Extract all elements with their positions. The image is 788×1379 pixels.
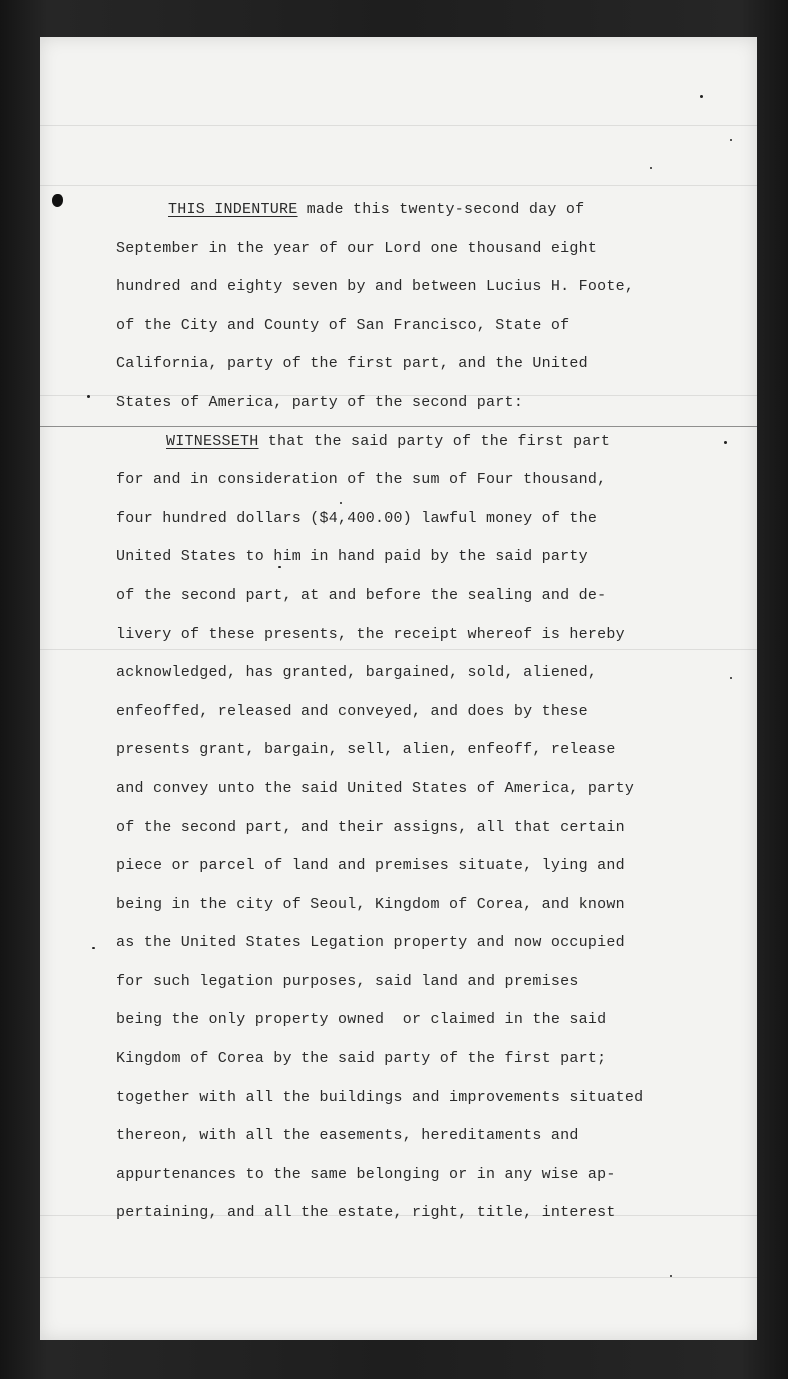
- text-line: piece or parcel of land and premises situate, lying and: [116, 857, 625, 875]
- text-line: THIS INDENTURE made this twenty-second day of: [168, 201, 585, 218]
- text-line: of the City and County of San Francisco, State of: [116, 316, 570, 334]
- text-line: WITNESSETH that the said party of the first part: [166, 432, 611, 450]
- text-line: California, party of the first part, and the United: [116, 355, 588, 373]
- text-line: and convey unto the said United States of America, party: [116, 779, 635, 797]
- indenture-text: [116, 200, 736, 1242]
- text-line: thereon, with all the easements, hereditaments and: [116, 1127, 579, 1145]
- text-line: enfeoffed, released and conveyed, and does by these: [116, 702, 588, 720]
- text-line: acknowledged, has granted, bargained, sold, aliened,: [116, 664, 598, 682]
- text-line: for such legation purposes, said land and premises: [116, 972, 579, 990]
- text-line: hundred and eighty seven by and between Lucius H. Foote,: [116, 278, 635, 296]
- text-line: being in the city of Seoul, Kingdom of Corea, and known: [116, 895, 625, 913]
- text-line: being the only property owned or claimed in the said: [116, 1011, 607, 1029]
- text-line: pertaining, and all the estate, right, title, interest: [116, 1204, 616, 1222]
- text-line: United States to him in hand paid by the said party: [116, 548, 588, 566]
- text-line: as the United States Legation property and now occupied: [116, 934, 625, 952]
- text-line: of the second part, and their assigns, all that certain: [116, 818, 625, 836]
- ink-blot: [52, 194, 63, 207]
- text-line: of the second part, at and before the sealing and de-: [116, 586, 607, 604]
- text-line: September in the year of our Lord one thousand eight: [116, 239, 598, 257]
- text-line: presents grant, bargain, sell, alien, enfeoff, release: [116, 741, 616, 759]
- witnesseth-heading: WITNESSETH: [166, 432, 259, 450]
- text-line: States of America, party of the second part:: [116, 393, 524, 411]
- text-line: appurtenances to the same belonging or in any wise ap-: [116, 1165, 616, 1183]
- text-line: together with all the buildings and improvements situated: [116, 1088, 644, 1106]
- document-page: [40, 37, 757, 1340]
- text-line: Kingdom of Corea by the said party of the first part;: [116, 1050, 607, 1068]
- text-line: for and in consideration of the sum of Four thousand,: [116, 471, 607, 489]
- text-line: livery of these presents, the receipt whereof is hereby: [116, 625, 625, 643]
- indenture-heading: THIS INDENTURE: [168, 201, 298, 218]
- text-line: four hundred dollars ($4,400.00) lawful money of the: [116, 509, 598, 527]
